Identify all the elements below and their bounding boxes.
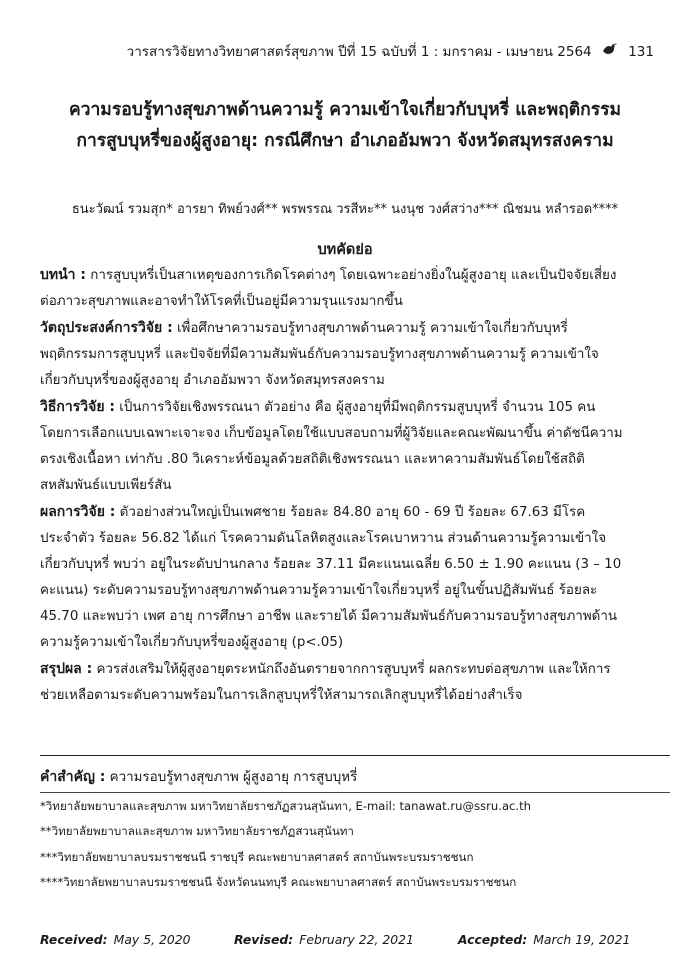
accepted-date: Accepted: March 19, 2021 xyxy=(457,932,631,947)
objective-text: พฤติกรรมการสูบบุหรี่ และปัจจัยที่มีความสัมพันธ์กับความรอบรู้ทางสุขภาพด้านความรู้ ความเข้าใจ xyxy=(40,347,599,362)
objective-label: วัตถุประสงค์การวิจัย : xyxy=(40,320,173,336)
method-label: วิธีการวิจัย : xyxy=(40,399,116,415)
result-paragraph xyxy=(40,499,665,656)
method-text: ตรงเชิงเนื้อหา เท่ากับ .80 วิเคราะห์ข้อมูลด้วยสถิติเชิงพรรณนา และหาความสัมพันธ์โดยใช้สถิติ xyxy=(40,452,585,467)
conclusion-text: ช่วยเหลือตามระดับความพร้อมในการเลิกสูบบุหรี่ให้สามารถเลิกสูบบุหรี่ได้อย่างสำเร็จ xyxy=(40,688,523,703)
footnote: **วิทยาลัยพยาบาลและสุขภาพ มหาวิทยาลัยราชภัฏสวนสุนันทา xyxy=(40,824,354,838)
keywords-label: คำสำคัญ : xyxy=(40,769,106,785)
result-text: เกี่ยวกับบุหรี่ พบว่า อยู่ในระดับปานกลาง ร้อยละ 37.11 มีคะแนนเฉลี่ย 6.50 ± 1.90 คะแนน (3 – 10 xyxy=(40,557,622,572)
paper-title xyxy=(20,95,670,157)
footnote: *วิทยาลัยพยาบาลและสุขภาพ มหาวิทยาลัยราชภัฏสวนสุนันทา, E-mail: tanawat.ru@ssru.ac.th xyxy=(40,799,532,813)
intro-label: บทนำ : xyxy=(40,267,87,283)
footnote: ****วิทยาลัยพยาบาลบรมราชชนนี จังหวัดนนทบุรี คณะพยาบาลศาสตร์ สถาบันพระบรมราชชนก xyxy=(40,875,517,889)
intro-text: ต่อภาวะสุขภาพและอาจทำให้โรคที่เป็นอยู่มีความรุนแรงมากขึ้น xyxy=(40,294,403,309)
footnote-divider xyxy=(40,792,670,793)
title-line-2: การสูบบุหรี่ของผู้สูงอายุ: กรณีศึกษา อำเภออัมพวา จังหวัดสมุทรสงคราม xyxy=(76,131,614,151)
divider xyxy=(40,755,670,756)
result-text: ตัวอย่างส่วนใหญ่เป็นเพศชาย ร้อยละ 84.80 อายุ 60 - 69 ปี ร้อยละ 67.63 มีโรค xyxy=(115,505,586,520)
objective-text: เกี่ยวกับบุหรี่ของผู้สูงอายุ อำเภออัมพวา จังหวัดสมุทรสงคราม xyxy=(40,373,385,388)
intro-text: การสูบบุหรี่เป็นสาเหตุของการเกิดโรคต่างๆ โดยเฉพาะอย่างยิ่งในผู้สูงอายุ และเป็นปัจจัยเสี่ยง xyxy=(86,268,617,283)
article-dates xyxy=(40,932,660,947)
method-text: สหสัมพันธ์แบบเพียร์สัน xyxy=(40,478,172,493)
conclusion-paragraph xyxy=(40,656,665,709)
page-number: 131 xyxy=(628,44,654,60)
objective-paragraph xyxy=(40,315,665,394)
title-line-1: ความรอบรู้ทางสุขภาพด้านความรู้ ความเข้าใจเกี่ยวกับบุหรี่ และพฤติกรรม xyxy=(68,100,622,120)
keywords xyxy=(40,766,357,788)
journal-info: วารสารวิจัยทางวิทยาศาสตร์สุขภาพ ปีที่ 15 ฉบับที่ 1 : มกราคม - เมษายน 2564 xyxy=(126,44,592,60)
keywords-text: ความรอบรู้ทางสุขภาพ ผู้สูงอายุ การสูบบุหรี่ xyxy=(105,770,358,785)
conclusion-text: ควรส่งเสริมให้ผู้สูงอายุตระหนักถึงอันตรายจากการสูบบุหรี่ ผลกระทบต่อสุขภาพ และให้การ xyxy=(92,662,611,677)
objective-text: เพื่อศึกษาความรอบรู้ทางสุขภาพด้านความรู้ ความเข้าใจเกี่ยวกับบุหรี่ xyxy=(172,321,568,336)
running-header xyxy=(127,40,654,62)
received-date: Received: May 5, 2020 xyxy=(40,932,191,947)
method-text: โดยการเลือกแบบเฉพาะเจาะจง เก็บข้อมูลโดยใช้แบบสอบถามที่ผู้วิจัยและคณะพัฒนาขึ้น ค่าดัชนีความ xyxy=(40,426,623,441)
conclusion-label: สรุปผล : xyxy=(40,661,93,677)
result-text: ความรู้ความเข้าใจเกี่ยวกับบุหรี่ของผู้สูงอายุ (p<.05) xyxy=(40,635,344,650)
result-text: 45.70 และพบว่า เพศ อายุ การศึกษา อาชีพ และรายได้ มีความสัมพันธ์กับความรอบรู้ทางสุขภาพด้าน xyxy=(40,609,618,624)
bird-logo-icon xyxy=(602,42,618,60)
abstract-body xyxy=(40,262,665,709)
result-label: ผลการวิจัย : xyxy=(40,504,116,520)
footnote: ***วิทยาลัยพยาบาลบรมราชชนนี ราชบุรี คณะพยาบาลศาสตร์ สถาบันพระบรมราชชนก xyxy=(40,850,474,864)
result-text: ประจำตัว ร้อยละ 56.82 ได้แก่ โรคความดันโลหิตสูงและโรคเบาหวาน ส่วนด้านความรู้ความเข้าใจ xyxy=(40,531,607,546)
intro-paragraph xyxy=(40,262,665,315)
result-text: คะแนน) ระดับความรอบรู้ทางสุขภาพด้านความรู้ความเข้าใจเกี่ยวบุหรี่ อยู่ในขั้นปฏิสัมพันธ์ ร้อยละ xyxy=(40,583,598,598)
author-list: ธนะวัฒน์ รวมสุก* อารยา ทิพย์วงศ์** พรพรรณ วรสีหะ** นงนุช วงศ์สว่าง*** ณิชมน หลำรอด**** xyxy=(71,202,619,217)
method-text: เป็นการวิจัยเชิงพรรณนา ตัวอย่าง คือ ผู้สูงอายุที่มีพฤติกรรมสูบบุหรี่ จำนวน 105 คน xyxy=(115,400,596,415)
abstract-heading: บทคัดย่อ xyxy=(317,242,373,258)
revised-date: Revised: February 22, 2021 xyxy=(233,932,414,947)
method-paragraph xyxy=(40,394,665,499)
